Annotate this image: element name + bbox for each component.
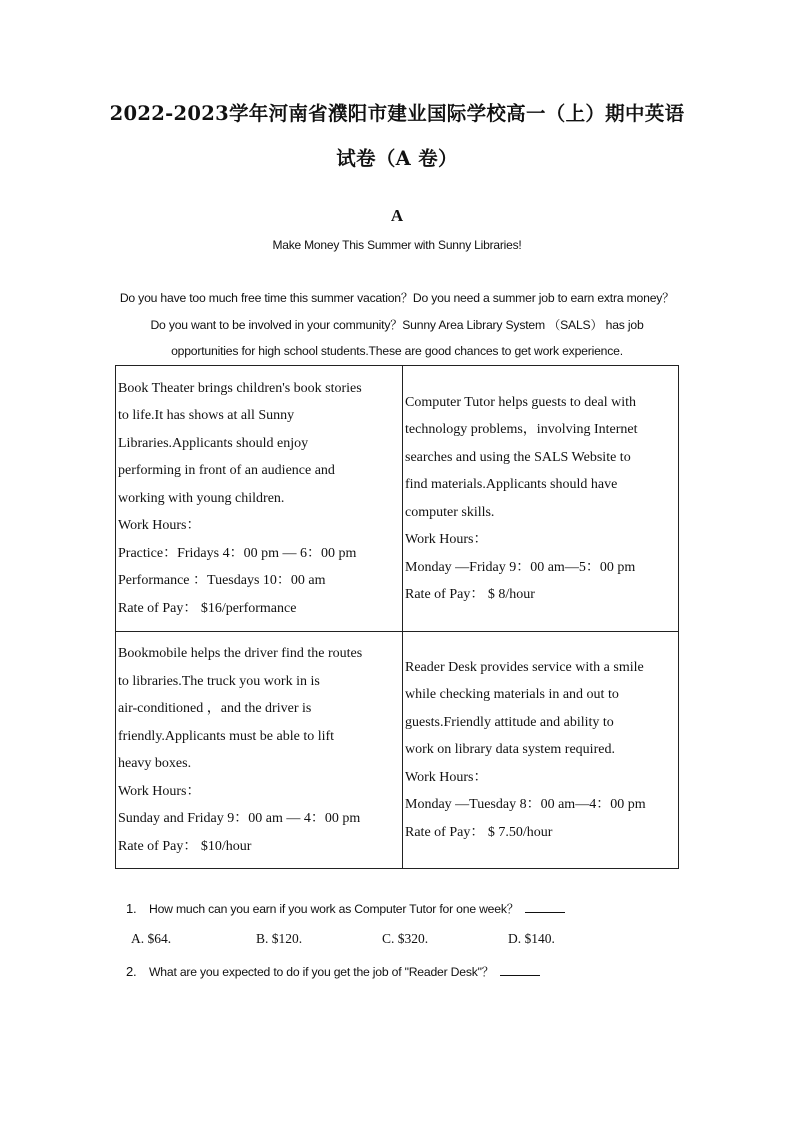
job-desc-line: technology problems，involving Internet [405,422,638,438]
job-cell-book-theater [116,366,403,632]
work-hours-line: Monday —Friday 9：00 am—5：00 pm [405,559,636,575]
work-hours-line: Practice：Fridays 4：00 pm — 6：00 pm [118,545,357,561]
question-1 [126,900,565,917]
job-desc-line: Book Theater brings children's book stories [118,380,362,396]
job-desc-line: heavy boxes. [118,756,192,772]
work-hours-line: Sunday and Friday 9：00 am — 4：00 pm [118,811,361,827]
option-a[interactable]: A. $64. [131,931,172,946]
job-desc-line: Computer Tutor helps guests to deal with [405,394,636,410]
pay-label: Rate of Pay： [405,587,485,603]
pay-value: $10/hour [200,838,252,854]
job-cell-computer-tutor [403,366,679,632]
work-hours-line: Performance ：Tuesdays 10：00 am [118,573,326,589]
pay-value: $16/performance [200,600,297,616]
job-cell-bookmobile [116,632,403,869]
intro-line: Do you have too much free time this summer vacation？Do you need a summer job to earn extra money？ [119,291,675,305]
job-desc-line: Reader Desk provides service with a smile [405,659,644,675]
pay-value: $ 7.50/hour [487,824,553,840]
job-desc-line: Bookmobile helps the driver find the routes [118,646,363,662]
pay-rate-line [118,833,400,861]
job-desc-line: find materials.Applicants should have [405,477,618,493]
jobs-row [116,632,679,869]
pay-label: Rate of Pay： [118,600,198,616]
jobs-row [116,366,679,632]
intro-line: Do you want to be involved in your community？Sunny Area Library System （SALS） has job [150,317,644,332]
job-desc-line: while checking materials in and out to [405,687,619,703]
job-desc-line: friendly.Applicants must be able to lift [118,728,335,744]
answer-blank[interactable] [500,963,540,976]
section-letter: A [390,206,404,225]
pay-value: $ 8/hour [487,587,535,603]
work-hours-line: Monday —Tuesday 8：00 am—4：00 pm [405,797,646,813]
exam-title-line-1: 2022-2023学年河南省濮阳市建业国际学校高一（上）期中英语 [109,102,685,125]
question-2 [126,963,540,980]
question-number: 2. [126,964,137,979]
option-b[interactable]: B. $120. [256,931,303,946]
job-desc-line: performing in front of an audience and [118,463,335,479]
pay-rate-line [405,581,676,609]
job-desc-line: to life.It has shows at all Sunny [118,408,295,424]
pay-label: Rate of Pay： [405,824,485,840]
option-d[interactable]: D. $140. [508,931,555,946]
job-cell-reader-desk [403,632,679,869]
intro-line: opportunities for high school students.These are good chances to get work experience. [171,344,623,358]
jobs-table [115,365,679,869]
work-hours-label: Work Hours： [405,769,488,785]
pay-label: Rate of Pay： [118,838,198,854]
exam-title-line-2: 试卷（A 卷） [336,147,458,170]
job-desc-line: computer skills. [405,504,495,520]
work-hours-label: Work Hours： [405,532,488,548]
job-desc-line: guests.Friendly attitude and ability to [405,714,614,730]
job-desc-line: working with young children. [118,490,285,506]
job-desc-line: work on library data system required. [405,742,615,758]
pay-rate-line [118,595,400,623]
passage-subtitle: Make Money This Summer with Sunny Libraries! [272,238,522,252]
job-desc-line: searches and using the SALS Website to [405,449,631,465]
question-text: How much can you earn if you work as Computer Tutor for one week？ [149,902,519,916]
option-c[interactable]: C. $320. [382,931,429,946]
answer-blank[interactable] [525,900,565,913]
work-hours-label: Work Hours： [118,783,201,799]
work-hours-label: Work Hours： [118,518,201,534]
job-desc-line: Libraries.Applicants should enjoy [118,435,309,451]
job-desc-line: to libraries.The truck you work in is [118,673,320,689]
question-number: 1. [126,901,137,916]
job-desc-line: air-conditioned ，and the driver is [118,701,312,717]
pay-rate-line [405,819,676,847]
passage-intro [92,285,702,365]
question-text: What are you expected to do if you get the job of "Reader Desk"？ [149,965,494,979]
